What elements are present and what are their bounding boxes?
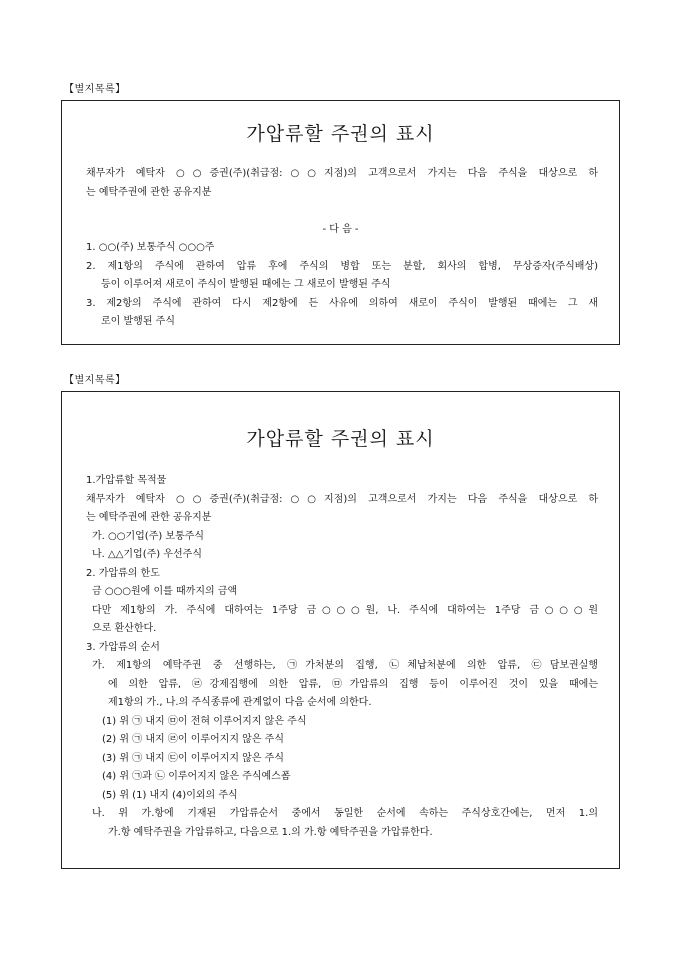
section-heading: 2. 가압류의 한도 bbox=[86, 568, 160, 579]
order-item: (4) 위 ㉠과 ㉡ 이루어지지 않은 주식예스폼 bbox=[102, 771, 291, 782]
document-title-1: 가압류할 주권의 표시 bbox=[246, 123, 435, 145]
body-line: 으로 환산한다. bbox=[92, 623, 157, 634]
body-line: 제1항의 가., 나.의 주식종류에 관계없이 다음 순서에 의한다. bbox=[108, 697, 372, 708]
body-line: 다만 제1항의 가. 주식에 대하여는 1주당 금○○○원, 나. 주식에 대하여는 1주당 금○○○원 bbox=[92, 605, 598, 616]
list-item: 1. ○○(주) 보통주식 ○○○주 bbox=[86, 242, 215, 253]
body-line: 에 의한 압류, ㉣강제집행에 의한 압류, ㉤가압류의 집행 등이 이루어진 것이 있을 때에는 bbox=[108, 679, 598, 690]
order-item: (1) 위 ㉠ 내지 ㉤이 전혀 이루어지지 않은 주식 bbox=[102, 716, 307, 727]
order-item: (5) 위 (1) 내지 (4)이외의 주식 bbox=[102, 790, 238, 801]
section-heading: 1.가압류할 목적물 bbox=[86, 475, 167, 486]
appendix-box-2 bbox=[61, 391, 620, 869]
list-item: 로이 발행된 주식 bbox=[101, 316, 175, 327]
appendix-label-1: 【별지목록】 bbox=[64, 84, 126, 95]
document-title-2: 가압류할 주권의 표시 bbox=[246, 428, 435, 450]
dagum-heading: - 다 음 - bbox=[322, 224, 359, 235]
list-item: 2. 제1항의 주식에 관하여 압류 후에 주식의 병합 또는 분할, 회사의 합병, 무상증자(주식배상) bbox=[86, 261, 598, 272]
order-item: (2) 위 ㉠ 내지 ㉣이 이루어지지 않은 주식 bbox=[102, 734, 284, 745]
sub-item: 나. △△기업(주) 우선주식 bbox=[92, 549, 202, 560]
section-heading: 3. 가압류의 순서 bbox=[86, 642, 160, 653]
order-item: (3) 위 ㉠ 내지 ㉢이 이루어지지 않은 주식 bbox=[102, 753, 284, 764]
body-line: 나. 위 가.항에 기재된 가압류순서 중에서 동일한 순서에 속하는 주식상호간에는, 먼저 1.의 bbox=[92, 808, 598, 819]
appendix-label-2: 【별지목록】 bbox=[64, 375, 126, 386]
appendix-box-1 bbox=[61, 100, 620, 345]
body-line: 가.항 예탁주권을 가압류하고, 다음으로 1.의 가.항 예탁주권을 가압류한다. bbox=[108, 827, 433, 838]
sub-item: 가. ○○기업(주) 보통주식 bbox=[92, 531, 205, 542]
intro-line: 는 예탁주권에 관한 공유지분 bbox=[86, 187, 212, 198]
list-item: 3. 제2항의 주식에 관하여 다시 제2항에 든 사유에 의하여 새로이 주식이 발행된 때에는 그 새 bbox=[86, 298, 598, 309]
body-line: 는 예탁주권에 관한 공유지분 bbox=[86, 512, 212, 523]
intro-line: 채무자가 예탁자 ○○증권(주)(취급점:○○지점)의 고객으로서 가지는 다음 주식을 대상으로 하 bbox=[86, 168, 598, 179]
body-line: 채무자가 예탁자 ○○증권(주)(취급점:○○지점)의 고객으로서 가지는 다음 주식을 대상으로 하 bbox=[86, 494, 598, 505]
body-line: 금 ○○○원에 이를 때까지의 금액 bbox=[92, 586, 238, 597]
list-item: 등이 이루어져 새로이 주식이 발행된 때에는 그 새로이 발행된 주식 bbox=[101, 279, 391, 290]
body-line: 가. 제1항의 예탁주권 중 선행하는, ㉠가처분의 집행, ㉡체납처분에 의한 압류, ㉢담보권실행 bbox=[92, 660, 598, 671]
